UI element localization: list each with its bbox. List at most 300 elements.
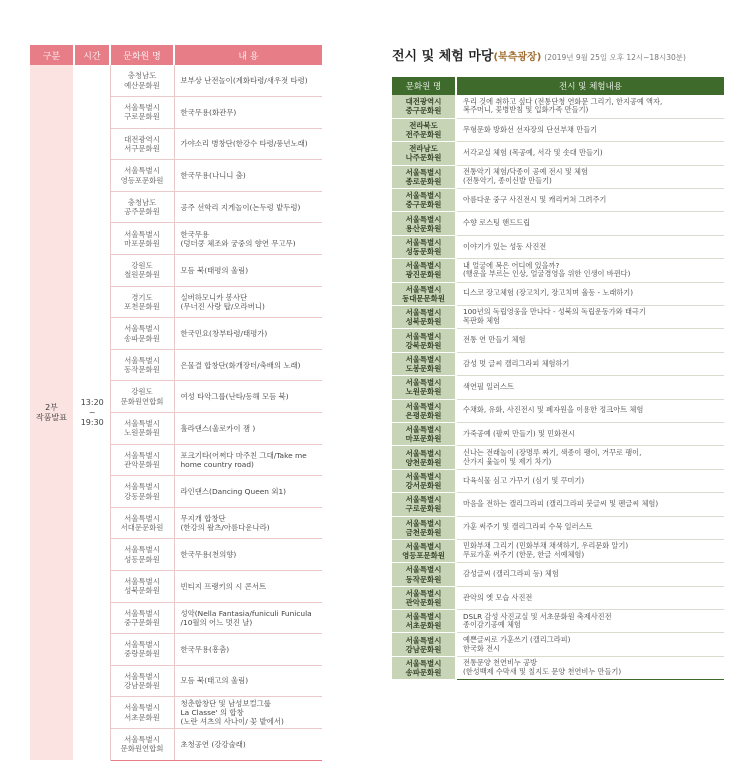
center-name-cell [392,259,456,282]
center-name-line: 성북문화원 [124,586,160,596]
center-name-cell [110,191,174,223]
activity-line: 가훈 써주기 및 캘리그라피 수묵 일러스트 [463,522,593,532]
center-name-line: 동대문문화원 [402,293,445,303]
center-name-cell [110,97,174,129]
activity-cell [456,610,724,633]
activity-cell [456,399,724,422]
performance-table [30,45,322,761]
activity-line: 산가지 윷놀이 및 제기 차기) [463,456,552,466]
time-cell [74,65,110,760]
center-name-line: 구로문화원 [124,112,160,122]
activity-line: 다육식물 심고 가꾸기 (심기 및 꾸미기) [463,475,585,485]
center-name-cell [392,189,456,212]
exhibition-table-header [392,77,724,95]
activity-line: 전통악기 체험/닥종이 공예 전시 및 체험 [463,167,588,177]
program-cell [174,191,322,223]
center-name-cell [392,118,456,141]
center-name-line: 성동문화원 [405,247,442,257]
exhibition-schedule [392,45,724,680]
program-cell [174,728,322,760]
program-cell [174,665,322,697]
center-name-line: 중구문화원 [124,617,160,627]
center-name-cell [392,95,456,118]
activity-cell [456,95,724,118]
center-name-line: 종로문화원 [405,176,442,186]
activity-line: 색연필 일러스트 [463,381,514,391]
activity-cell [456,259,724,282]
center-name-line: 전라북도 [409,121,438,131]
center-name-cell [392,212,456,235]
center-name-cell [392,352,456,375]
center-name-line: 동작문화원 [124,365,160,375]
center-name-line: 서울특별시 [405,261,442,271]
time-line: 19:30 [80,417,104,427]
header-content: 전시 및 체험내용 [456,77,724,95]
center-name-cell [392,633,456,656]
table-row [392,563,724,586]
time-line: ~ [88,407,96,417]
center-name-line: 서초문화원 [405,621,442,631]
center-name-line: 서울특별시 [405,425,442,435]
table-row [392,306,724,329]
center-name-cell [110,728,174,760]
activity-line: (전통악기, 종이신발 만들기) [463,175,552,185]
center-name-cell [110,507,174,539]
activity-cell [456,563,724,586]
program-cell [174,413,322,445]
header-time: 시간 [74,45,110,65]
table-row [392,165,724,188]
table-row [392,118,724,141]
center-name-line: 강서문화원 [405,480,442,490]
program-line: (무너진 사랑 탑/오라버니) [180,301,265,311]
table-row [392,329,724,352]
program-cell [174,65,322,97]
center-name-line: 서울특별시 [124,450,160,460]
center-name-line: 서울특별시 [405,612,442,622]
center-name-cell [392,516,456,539]
center-name-line: 포천문화원 [124,301,160,311]
center-name-line: 서울특별시 [405,471,442,481]
center-name-cell [110,318,174,350]
program-line: La Classe' 의 합창 [180,708,244,718]
center-name-line: 서울특별시 [405,191,442,201]
center-name-line: 서울특별시 [405,448,442,458]
center-name-cell [110,413,174,445]
header-category: 구분 [30,45,74,65]
header-center: 문화원 명 [392,77,456,95]
center-name-line: 서울특별시 [124,640,160,650]
table-row [392,586,724,609]
center-name-line: 서울특별시 [405,401,442,411]
activity-cell [456,282,724,305]
category-line: 2부 [45,402,58,412]
center-name-line: 서울특별시 [405,542,442,552]
program-line: 모듬 북(태고의 울림) [180,676,249,686]
activity-cell [456,212,724,235]
center-name-cell [110,160,174,192]
activity-line: 내 얼굴에 복은 어디에 있을까? [463,260,560,270]
center-name-line: 성동문화원 [124,554,160,564]
activity-cell [456,165,724,188]
activity-line: (한성백제 수막새 및 칠지도 문양 천연비누 만들기) [463,667,622,677]
program-line: (덩더쿵 체조와 궁중의 향연 무고무) [180,238,296,248]
program-line: 가야소리 병창단(한강수 타령/풍년노래) [180,139,308,149]
center-name-line: 관악문화원 [405,597,442,607]
table-row [392,633,724,656]
center-name-line: 은평문화원 [405,410,442,420]
center-name-cell [110,286,174,318]
table-row [392,259,724,282]
program-line: /10월의 어느 멋진 날) [180,617,253,627]
activity-line: 수채화, 유화, 사진전시 및 폐자원을 이용한 정크아트 체험 [463,405,644,415]
center-name-cell [110,602,174,634]
center-name-cell [392,165,456,188]
section-title [392,45,724,67]
center-name-line: 송파문화원 [405,668,442,678]
table-row [392,352,724,375]
program-line: home country road) [180,459,254,469]
program-line: 한국무용(나니니 춤) [180,170,246,180]
program-cell [174,349,322,381]
activity-cell [456,189,724,212]
center-name-line: 서울특별시 [124,608,160,618]
center-name-line: 충청남도 [127,197,157,207]
center-name-line: 강동문화원 [124,491,160,501]
activity-cell [456,235,724,258]
category-cell [30,65,74,760]
table-row [392,422,724,445]
activity-line: 신나는 전래놀이 (장명루 짜기, 색종이 팽이, 거꾸로 팽이, [463,447,642,457]
program-cell [174,697,322,729]
center-name-line: 서울특별시 [405,659,442,669]
center-name-line: 영등포문화원 [120,175,164,185]
center-name-line: 서울특별시 [124,355,160,365]
table-row [392,376,724,399]
activity-line: 예쁜글씨로 가훈쓰기 (캘리그라피) [463,634,571,644]
center-name-cell [392,329,456,352]
performance-table-header [30,45,322,65]
program-line: 공주 선학리 지게놀이(논두렁 밭두렁) [180,202,301,212]
center-name-line: 서울특별시 [124,513,160,523]
table-row [392,189,724,212]
center-name-line: 구로문화원 [405,504,442,514]
table-row [392,212,724,235]
table-row [392,610,724,633]
table-row [392,469,724,492]
activity-cell [456,352,724,375]
program-line: 실버하모니카 봉사단 [180,292,248,302]
table-row [392,656,724,679]
program-cell [174,160,322,192]
center-name-line: 송파문화원 [124,333,160,343]
activity-line: 무형문화 방화선 선자장의 단선부채 만들기 [463,124,598,134]
program-cell [174,444,322,476]
center-name-line: 노원문화원 [405,387,442,397]
activity-line: 디스코 장고체험 (장고치기, 장고치며 율동 - 노래하기) [463,288,634,298]
center-name-line: 서대문문화원 [120,523,164,533]
center-name-cell [392,306,456,329]
category-line: 작품발표 [36,412,67,422]
program-line: 여성 타악그룹(난타/동해 모듬 북) [180,392,289,402]
program-cell [174,128,322,160]
table-row [392,282,724,305]
center-name-cell [392,446,456,469]
table-row [392,142,724,165]
center-name-line: 서울특별시 [405,378,442,388]
header-center: 문화원 명 [110,45,174,65]
table-row [392,493,724,516]
center-name-line: 서울특별시 [124,482,160,492]
activity-cell [456,469,724,492]
activity-cell [456,306,724,329]
center-name-line: 강남문화원 [405,644,442,654]
activity-line: 마음을 전하는 캘리그라피 (캘리그라피 붓글씨 및 펜글씨 체험) [463,498,659,508]
center-name-line: 전주문화원 [405,130,442,140]
center-name-line: 문화원연합회 [120,396,164,406]
program-cell [174,286,322,318]
program-cell [174,634,322,666]
activity-cell [456,633,724,656]
activity-line: 감성글씨 (캘리그라피 등) 체험 [463,569,559,579]
program-line: 한국무용(천의향) [180,550,237,560]
program-line: 한국무용(화관무) [180,107,237,117]
center-name-cell [392,586,456,609]
program-line: (노란 셔츠의 사나이/ 꽃 밭에서) [180,717,284,727]
activity-line: (행운을 부르는 인상, 얼굴경영을 위한 인생이 바뀐다) [463,269,631,279]
program-line: 한국무용(흥춤) [180,644,230,654]
program-cell [174,97,322,129]
activity-line: 100년의 독립영웅을 만나다 - 성북의 독립운동가와 태극기 [463,307,646,317]
activity-line: 우리 것에 취하고 싶다 (전통단청 연화문 그리기, 한지공예 액자, [463,96,663,106]
center-name-line: 양천문화원 [405,457,442,467]
center-name-cell [110,444,174,476]
center-name-line: 서울특별시 [405,238,442,247]
center-name-line: 나주문화원 [405,153,442,163]
table-row [392,539,724,562]
center-name-cell [110,539,174,571]
header-content: 내 용 [174,45,322,65]
center-name-line: 마포문화원 [405,434,442,444]
center-name-cell [110,65,174,97]
activity-line: 한국화 전시 [463,643,501,653]
center-name-line: 문화원연합회 [120,744,164,754]
center-name-cell [110,697,174,729]
activity-line: 관악의 옛 모습 사진전 [463,592,533,602]
activity-cell [456,586,724,609]
activity-line: 민화부채 그리기 (민화부채 채색하기, 우리문화 알기) [463,541,629,551]
activity-cell [456,446,724,469]
program-line: (한강의 왈츠/아름다운나라) [180,523,270,533]
center-name-line: 강북문화원 [405,340,442,350]
table-row [392,235,724,258]
activity-cell [456,142,724,165]
program-cell [174,318,322,350]
activity-line: 이야기가 있는 성동 사진전 [463,241,547,251]
center-name-line: 서울특별시 [405,308,442,318]
program-cell [174,539,322,571]
center-name-cell [392,656,456,679]
activity-line: 목판화 체험 [463,316,501,326]
program-line: 포크기타(어쩌다 마주친 그대/Take me [180,450,307,460]
program-line: 훌라댄스(울로카이 잼 ) [180,423,256,433]
center-name-cell [392,235,456,258]
center-name-cell [392,493,456,516]
center-name-line: 중랑문화원 [124,649,160,659]
center-name-line: 서울특별시 [124,671,160,681]
activity-cell [456,118,724,141]
center-name-line: 마포문화원 [124,238,160,248]
center-name-line: 금천문화원 [405,527,442,537]
center-name-cell [110,634,174,666]
center-name-line: 서울특별시 [405,588,442,598]
center-name-line: 서울특별시 [405,518,442,528]
center-name-cell [392,142,456,165]
activity-cell [456,539,724,562]
activity-line: 무료가훈 써주기 (한문, 한글 서예체험) [463,550,585,560]
center-name-cell [110,665,174,697]
center-name-line: 노원문화원 [124,428,160,438]
center-name-line: 공주문화원 [124,207,160,217]
program-line: 보부상 난전놀이(계화타령/새우젓 타령) [180,75,308,85]
time-line: 13:20 [80,397,104,407]
program-line: 초청공연 (강강술래) [180,739,246,749]
section-title-text: 전시 및 체험 마당 [392,49,494,64]
program-line: 무지개 합창단 [180,513,226,523]
program-line: 빈티지 프랭키의 시 콘서트 [180,581,267,591]
center-name-line: 서구문화원 [124,143,160,153]
program-line: 한국민요(창부타령/태평가) [180,328,268,338]
activity-line: 아름다운 중구 사진전시 및 캐리커쳐 그려주기 [463,194,607,204]
center-name-line: 서울특별시 [124,419,160,429]
program-cell [174,571,322,603]
center-name-line: 서울특별시 [124,577,160,587]
program-line: 모듬 북(태평의 울림) [180,265,249,275]
center-name-line: 서울특별시 [405,354,442,364]
center-name-cell [392,422,456,445]
activity-line: 서각교실 체험 (목공예, 서각 및 솟대 만들기) [463,148,603,158]
center-name-line: 서울특별시 [124,324,160,334]
center-name-line: 서울특별시 [124,229,160,239]
center-name-line: 서울특별시 [124,103,160,113]
center-name-line: 서울특별시 [124,735,160,745]
center-name-cell [110,255,174,287]
center-name-line: 중구문화원 [405,106,442,116]
center-name-line: 서울특별시 [124,545,160,555]
center-name-line: 서울특별시 [405,214,442,224]
center-name-line: 서울특별시 [124,703,160,713]
table-row [392,446,724,469]
activity-cell [456,493,724,516]
activity-line: DSLR 감성 사진교실 및 서초문화원 축제사진전 [463,611,612,621]
center-name-line: 서울특별시 [405,565,442,575]
center-name-line: 관악문화원 [124,459,160,469]
activity-cell [456,516,724,539]
center-name-line: 강원도 [131,261,153,271]
program-cell [174,223,322,255]
center-name-line: 전라남도 [409,144,438,154]
activity-line: 가죽공예 (팔찌 만들기) 및 민화전시 [463,428,575,438]
center-name-cell [392,539,456,562]
activity-line: 수향 로스팅 핸드드립 [463,218,531,228]
program-line: 청춘합창단 및 남성보컬그룹 [180,698,271,708]
center-name-cell [110,476,174,508]
center-name-cell [110,349,174,381]
center-name-line: 경기도 [131,292,153,302]
program-cell [174,602,322,634]
activity-line: 복주머니, 꽃병받침 및 입화가족 만들기) [463,105,589,115]
program-line: 성악(Nella Fantasia/funiculi Funicula [180,608,312,618]
activity-cell [456,656,724,679]
center-name-line: 중구문화원 [405,200,442,210]
program-cell [174,255,322,287]
center-name-line: 예산문화원 [124,80,160,90]
center-name-line: 충청남도 [127,71,157,81]
center-name-line: 서초문화원 [124,712,160,722]
center-name-cell [392,399,456,422]
program-cell [174,476,322,508]
center-name-line: 서울특별시 [405,167,442,177]
program-line: 은물결 합창단(화개장터/축배의 노래) [180,360,301,370]
center-name-line: 서울특별시 [405,284,442,294]
center-name-line: 대전광역시 [405,97,442,107]
activity-cell [456,329,724,352]
center-name-line: 대전광역시 [124,134,160,144]
activity-cell [456,376,724,399]
center-name-cell [392,610,456,633]
center-name-cell [392,282,456,305]
center-name-line: 영등포문화원 [402,551,445,561]
program-cell [174,507,322,539]
center-name-line: 용산문화원 [405,223,442,233]
activity-line: 전통 연 만들기 체험 [463,335,526,345]
center-name-cell [110,223,174,255]
program-line: 라인댄스(Dancing Queen 외1) [180,486,287,496]
center-name-cell [392,563,456,586]
center-name-cell [110,381,174,413]
table-row [392,516,724,539]
table-row [30,65,322,97]
center-name-line: 철원문화원 [124,270,160,280]
activity-line: 전통문양 천연비누 공방 [463,658,538,668]
program-cell [174,381,322,413]
center-name-line: 광진문화원 [405,270,442,280]
center-name-line: 서울특별시 [405,495,442,505]
center-name-line: 강남문화원 [124,681,160,691]
center-name-cell [392,376,456,399]
table-row [392,399,724,422]
center-name-cell [392,469,456,492]
exhibition-table [392,77,724,680]
center-name-line: 성북문화원 [405,317,442,327]
section-datetime: (2019년 9월 25일 오후 12시~18시30분) [544,53,686,62]
table-row [392,95,724,118]
center-name-line: 서울특별시 [124,166,160,176]
center-name-cell [110,128,174,160]
center-name-line: 강원도 [131,387,153,397]
activity-line: 감성 멋 글씨 캘리그라피 체험하기 [463,358,570,368]
center-name-line: 서울특별시 [405,635,442,645]
section-location: (북측광장) [493,52,542,63]
center-name-cell [110,571,174,603]
center-name-line: 서울특별시 [405,331,442,341]
center-name-line: 도봉문화원 [405,363,442,373]
activity-cell [456,422,724,445]
program-line: 한국무용 [180,229,210,239]
performance-schedule [30,45,322,761]
activity-line: 종이감기공예 체험 [463,620,521,630]
center-name-line: 동작문화원 [405,574,442,584]
